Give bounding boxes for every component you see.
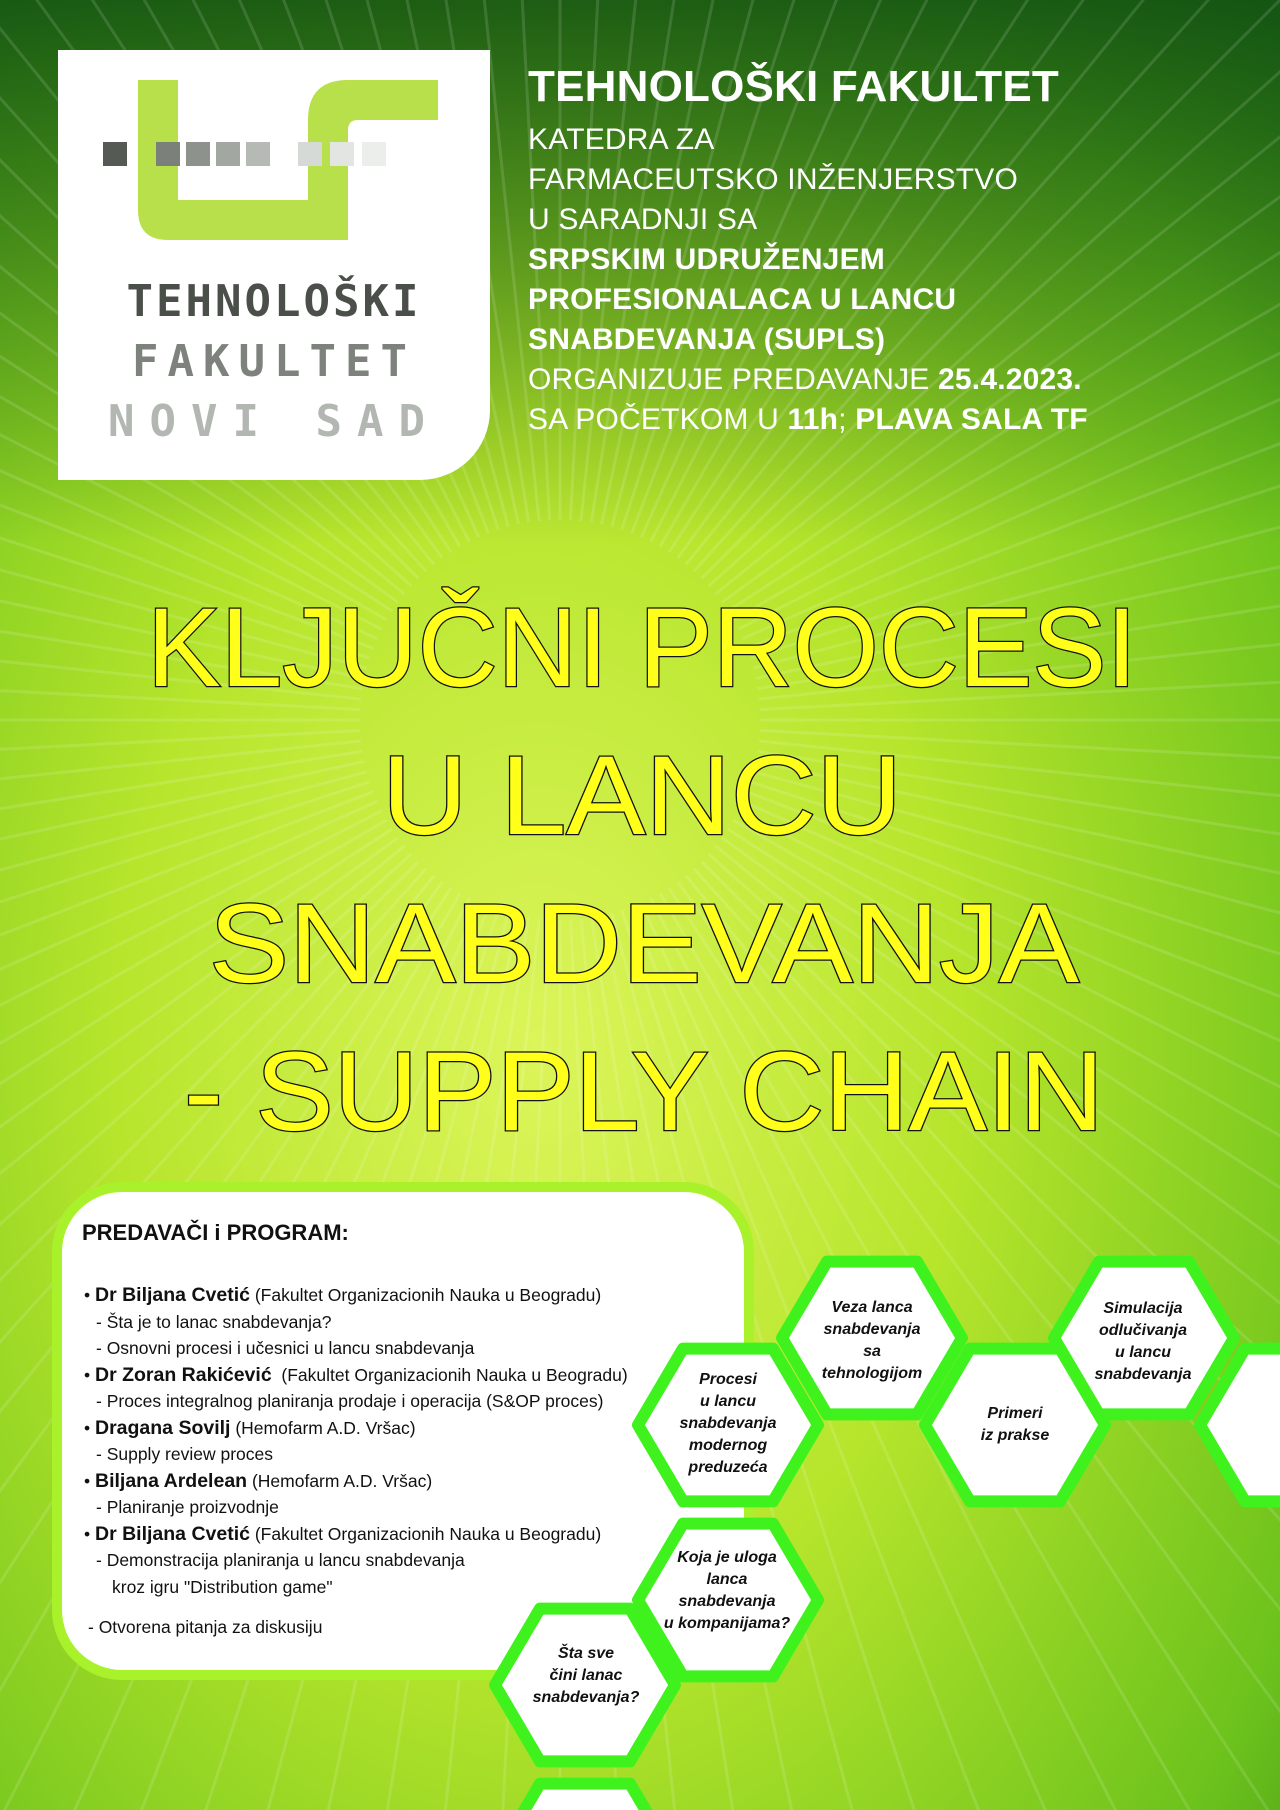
speaker-2: • Dr Zoran Rakićević (Fakultet Organizacionih Nauka u Beogradu) bbox=[84, 1363, 628, 1386]
speaker-4-topic: - Planiranje proizvodnje bbox=[96, 1497, 279, 1517]
speaker-1-topic-2: - Osnovni procesi i učesnici u lancu snabdevanja bbox=[96, 1338, 475, 1358]
hex-primeri-text: Primeri iz prakse bbox=[980, 1405, 1050, 1444]
speaker-3: • Dragana Sovilj (Hemofarm A.D. Vršac) bbox=[84, 1416, 416, 1439]
program-heading: PREDAVAČI i PROGRAM: bbox=[82, 1220, 349, 1245]
partner-line-1: SRPSKIM UDRUŽENJEM bbox=[528, 243, 885, 276]
cooperation-line: U SARADNJI SA bbox=[528, 203, 758, 236]
hex-simulacija-text: Simulacija odlučivanja u lancu snabdevanja bbox=[1094, 1300, 1192, 1383]
logo-line-2: FAKULTET bbox=[132, 336, 416, 387]
closing-discussion: - Otvorena pitanja za diskusiju bbox=[88, 1617, 323, 1637]
logo-line-1: TEHNOLOŠKI bbox=[126, 276, 422, 327]
event-time: 11h bbox=[787, 403, 839, 436]
hex-veza-text: Veza lanca snabdevanja sa tehnologijom bbox=[821, 1299, 923, 1382]
event-time-line: SA POČETKOM U 11h; PLAVA SALA TF bbox=[528, 403, 1088, 436]
event-venue: PLAVA SALA TF bbox=[855, 403, 1088, 436]
department-line-1: KATEDRA ZA bbox=[528, 123, 715, 156]
institution-name: TEHNOLOŠKI FAKULTET bbox=[528, 62, 1059, 111]
department-line-2: FARMACEUTSKO INŽENJERSTVO bbox=[528, 163, 1019, 196]
speaker-5: • Dr Biljana Cvetić (Fakultet Organizacionih Nauka u Beogradu) bbox=[84, 1522, 602, 1545]
hex-sta-sve-text: Šta sve čini lanac snabdevanja? bbox=[532, 1645, 640, 1706]
logo-line-3: NOVI SAD bbox=[108, 396, 440, 447]
event-date-line: ORGANIZUJE PREDAVANJE 25.4.2023. bbox=[528, 363, 1082, 396]
title-line-3: SNABDEVANJA bbox=[209, 881, 1080, 1006]
partner-line-3: SNABDEVANJA (SUPLS) bbox=[528, 323, 886, 356]
speaker-1-topic-1: - Šta je to lanac snabdevanja? bbox=[96, 1311, 332, 1332]
speaker-1: • Dr Biljana Cvetić (Fakultet Organizacionih Nauka u Beogradu) bbox=[84, 1284, 602, 1306]
hex-procesi-text: Procesi u lancu snabdevanja modernog preduzeća bbox=[679, 1371, 777, 1476]
partner-line-2: PROFESIONALACA U LANCU bbox=[528, 283, 957, 316]
speaker-4: • Biljana Ardelean (Hemofarm A.D. Vršac) bbox=[84, 1469, 433, 1492]
speaker-5-topic-2: kroz igru "Distribution game" bbox=[112, 1576, 333, 1597]
speaker-2-topic: - Proces integralnog planiranja prodaje i operacija (S&OP proces) bbox=[96, 1391, 604, 1411]
title-line-2: U LANCU bbox=[382, 733, 902, 858]
speaker-3-topic: - Supply review proces bbox=[96, 1444, 274, 1464]
title-line-4: - SUPPLY CHAIN bbox=[184, 1029, 1104, 1154]
title-line-1: KLJUČNI PROCESI bbox=[147, 585, 1137, 710]
speaker-5-topic-1: - Demonstracija planiranja u lancu snabdevanja bbox=[96, 1550, 465, 1570]
hex-bottom bbox=[495, 1784, 675, 1810]
hex-uloga-text: Koja je uloga lanca snabdevanja u kompanijama? bbox=[663, 1549, 791, 1632]
event-date: 25.4.2023. bbox=[938, 363, 1082, 396]
